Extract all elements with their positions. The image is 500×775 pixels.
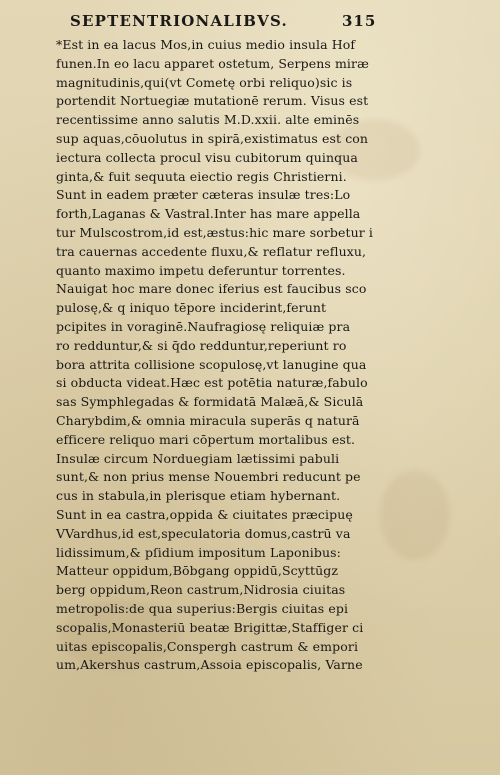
text-line: ro redduntur,& si q̄do redduntur,reperiunt ro [56,337,347,353]
text-line: scopalis,Monasteriū beatæ Brigittæ,Staffiger ci [56,619,364,635]
text-line: Nauigat hoc mare donec iferius est faucibus sco [56,281,367,297]
text-line: lidissimum,& pſidium impositum Laponibus: [56,544,341,560]
text-line: um,Akershus castrum,Assoia episcopalis, Varne [56,657,363,673]
body-text [56,36,376,675]
text-line: metropolis:de qua superius:Bergis ciuitas epi [56,600,349,616]
text-line: bora attrita collisione scopulosę,vt lanugine qua [56,356,367,372]
text-line: pcipites in voraginē.Naufragiosę reliquiæ pra [56,318,351,334]
text-line: Insulæ circum Norduegiam lætissimi pabuli [56,450,340,466]
text-line: efficere reliquo mari cōpertum mortalibus est. [56,431,356,447]
text-line: magnitudinis,qui(vt Cometę orbi reliquo)sic is [56,74,353,90]
text-line: sas Symphlegadas & formidatā Malæā,& Siculā [56,394,364,410]
text-line: Sunt in eadem præter cæteras insulæ tres:Lo [56,187,351,203]
text-line: sup aquas,cōuolutus in spirā,existimatus est con [56,130,369,146]
text-line: iectura collecta procul visu cubitorum quinqua [56,149,358,165]
text-line: tra cauernas accedente fluxu,& reflatur refluxu, [56,243,367,259]
text-line: Matteur oppidum,Bōbgang oppidū,Scyttūgz [56,563,339,579]
page-header [70,8,390,34]
text-line: uitas episcopalis,Conspergh castrum & empori [56,638,359,654]
text-line: sunt,& non prius mense Nouembri reducunt pe [56,469,361,485]
running-head: SEPTENTRIONALIBVS. [70,12,288,30]
text-line: cus in stabula,in plerisque etiam hybernant. [56,488,341,504]
text-line: VVardhus,id est,speculatoria domus,castrū va [56,525,351,541]
text-line: *Est in ea lacus Mos,in cuius medio insula Hof [56,37,356,52]
text-line: Charybdim,& omnia miracula superās q naturā [56,412,360,428]
text-line: tur Mulscostrom,id est,æstus:hic mare sorbetur i [56,224,374,240]
text-line: portendit Nortuegiæ mutationē rerum. Visus est [56,93,369,109]
text-line: si obducta videat.Hæc est potētia naturæ,fabulo [56,375,368,391]
text-line: quanto maximo impetu deferuntur torrentes. [56,262,346,278]
text-line: forth,Laganas & Vastral.Inter has mare appella [56,206,361,222]
page-number: 315 [342,12,377,30]
paper-stain [380,470,450,560]
text-line: recentissime anno salutis M.D.xxii. alte eminēs [56,112,360,128]
text-line: Sunt in ea castra,oppida & ciuitates præcipuę [56,506,353,522]
text-line: funen.In eo lacu apparet ostetum, Serpens miræ [56,55,369,71]
text-line: berg oppidum,Reon castrum,Nidrosia ciuitas [56,582,346,598]
text-line: pulosę,& q iniquo tēpore inciderint,ferunt [56,300,327,316]
text-line: ginta,& fuit sequuta eiectio regis Christierni. [56,168,347,184]
